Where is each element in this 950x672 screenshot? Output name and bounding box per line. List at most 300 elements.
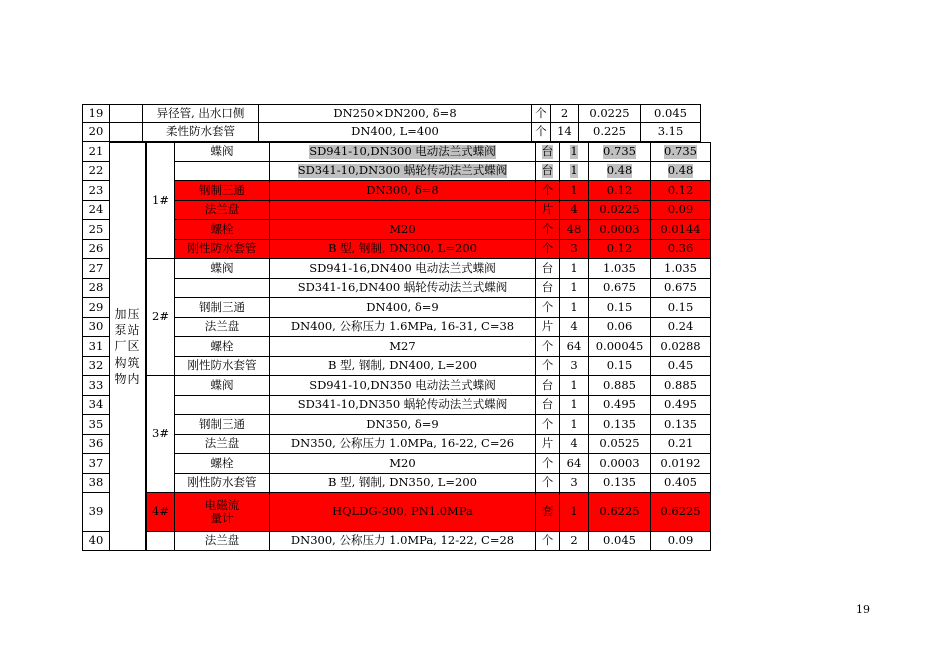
row-number-cell	[82, 376, 110, 396]
item-name-cell	[175, 220, 270, 240]
unit-weight-cell-text: 0.135	[603, 416, 636, 431]
quantity-cell-text: 4	[570, 319, 578, 334]
spec-cell	[270, 337, 536, 357]
row-number-cell-text: 39	[88, 504, 104, 519]
item-name-cell-text: 法兰盘	[204, 319, 240, 334]
unit-cell	[536, 376, 560, 396]
unit-cell	[536, 162, 560, 181]
unit-weight-cell	[589, 142, 651, 162]
item-name-cell-text: 刚性防水套管	[187, 241, 257, 256]
area-cell-blank	[110, 123, 143, 142]
row-number-cell	[82, 104, 110, 123]
row-number-cell	[82, 435, 110, 454]
spec-cell	[270, 435, 536, 454]
item-name-cell-text: 螺栓	[210, 455, 234, 470]
spec-cell-text: M20	[389, 221, 416, 236]
unit-weight-cell	[589, 318, 651, 337]
spec-cell	[270, 396, 536, 415]
row-number-cell-text: 37	[88, 455, 104, 470]
spec-cell	[270, 376, 536, 396]
item-name-cell	[175, 201, 270, 220]
quantity-cell	[551, 123, 579, 142]
unit-weight-cell	[589, 454, 651, 474]
quantity-cell-text: 4	[570, 436, 578, 451]
group-cell	[146, 259, 175, 376]
unit-weight-cell-text: 0.06	[606, 319, 633, 334]
total-weight-cell-text: 0.735	[664, 144, 697, 159]
spec-cell	[270, 279, 536, 298]
spec-cell	[270, 220, 536, 240]
unit-cell	[536, 142, 560, 162]
row-number-cell-text: 20	[88, 124, 104, 139]
total-weight-cell	[651, 357, 711, 376]
quantity-cell-text: 4	[570, 202, 578, 217]
item-name-cell-text: 钢制三通	[199, 182, 245, 197]
area-label-cell-text: 加压泵站厂区构筑物内	[114, 307, 141, 386]
unit-weight-cell-text: 0.495	[603, 397, 636, 412]
row-number-cell-text: 24	[88, 202, 104, 217]
item-name-cell-text: 螺栓	[210, 221, 234, 236]
quantity-cell	[560, 435, 589, 454]
unit-weight-cell	[589, 415, 651, 435]
row-number-cell-text: 23	[88, 182, 104, 197]
group-cell	[146, 376, 175, 493]
unit-cell	[536, 220, 560, 240]
quantity-cell	[551, 104, 579, 123]
item-name-cell	[175, 259, 270, 279]
unit-cell	[536, 298, 560, 318]
quantity-cell	[560, 415, 589, 435]
unit-weight-cell	[589, 220, 651, 240]
unit-cell-text: 个	[535, 105, 547, 120]
item-name-cell	[175, 376, 270, 396]
unit-cell-text: 个	[541, 533, 554, 548]
area-cell-blank	[110, 104, 143, 123]
unit-weight-cell-text: 0.12	[606, 241, 633, 256]
total-weight-cell-text: 0.135	[664, 416, 697, 431]
quantity-cell-text: 1	[570, 299, 578, 314]
item-name-cell-text: 柔性防水套管	[166, 124, 235, 139]
item-name-cell	[175, 435, 270, 454]
unit-weight-cell	[589, 396, 651, 415]
item-name-cell	[175, 532, 270, 551]
row-number-cell-text: 19	[88, 105, 104, 120]
page-number: 19	[856, 603, 870, 616]
unit-weight-cell-text: 0.735	[603, 144, 636, 159]
unit-cell	[536, 201, 560, 220]
quantity-cell	[560, 318, 589, 337]
unit-cell-text: 个	[541, 475, 554, 490]
item-name-cell	[175, 240, 270, 259]
item-name-cell-text: 异径管, 出水口侧	[156, 105, 245, 120]
unit-cell-text: 台	[541, 260, 554, 275]
row-number-cell	[82, 279, 110, 298]
spec-cell	[259, 104, 532, 123]
unit-cell	[536, 181, 560, 201]
quantity-cell	[560, 259, 589, 279]
total-weight-cell	[651, 337, 711, 357]
total-weight-cell	[651, 259, 711, 279]
unit-weight-cell-text: 0.48	[606, 163, 633, 178]
group-cell	[146, 142, 175, 259]
unit-cell	[532, 104, 551, 123]
spec-cell	[270, 474, 536, 493]
unit-cell	[536, 357, 560, 376]
unit-weight-cell	[579, 123, 641, 142]
spec-cell-text: M20	[389, 455, 416, 470]
unit-cell	[536, 279, 560, 298]
quantity-cell-text: 1	[570, 504, 578, 519]
unit-weight-cell-text: 0.0225	[599, 202, 640, 217]
unit-cell	[536, 240, 560, 259]
total-weight-cell	[651, 240, 711, 259]
item-name-cell-text: 钢制三通	[199, 416, 245, 431]
unit-weight-cell	[589, 181, 651, 201]
unit-cell-text: 套	[541, 504, 554, 519]
item-name-cell-text: 蝶阀	[210, 260, 234, 275]
spec-cell	[259, 123, 532, 142]
quantity-cell	[560, 220, 589, 240]
total-weight-cell-text: 3.15	[657, 124, 684, 139]
quantity-cell	[560, 337, 589, 357]
spec-cell-text: DN350, δ=9	[366, 416, 439, 431]
unit-cell-text: 台	[541, 397, 554, 412]
row-number-cell	[82, 532, 110, 551]
row-number-cell-text: 33	[88, 377, 104, 392]
unit-weight-cell	[589, 298, 651, 318]
quantity-cell	[560, 376, 589, 396]
unit-weight-cell	[589, 376, 651, 396]
unit-cell	[536, 454, 560, 474]
total-weight-cell-text: 0.45	[667, 358, 694, 373]
unit-weight-cell	[589, 474, 651, 493]
spec-cell-text: SD941-16,DN400 电动法兰式蝶阀	[309, 260, 496, 275]
unit-cell-text: 台	[541, 377, 554, 392]
unit-weight-cell	[589, 337, 651, 357]
unit-weight-cell	[589, 240, 651, 259]
spec-cell	[270, 162, 536, 181]
row-number-cell	[82, 357, 110, 376]
total-weight-cell-text: 0.12	[667, 182, 694, 197]
quantity-cell-text: 1	[570, 163, 578, 178]
quantity-cell-text: 1	[570, 416, 578, 431]
row-number-cell	[82, 162, 110, 181]
item-name-cell	[175, 396, 270, 415]
unit-weight-cell-text: 1.035	[603, 260, 636, 275]
total-weight-cell	[651, 454, 711, 474]
item-name-cell-text: 电磁流量计	[204, 497, 240, 525]
row-number-cell	[82, 415, 110, 435]
unit-weight-cell	[579, 104, 641, 123]
spec-cell	[270, 259, 536, 279]
total-weight-cell-text: 0.045	[654, 105, 687, 120]
quantity-cell-text: 1	[570, 182, 578, 197]
unit-cell-text: 个	[541, 182, 554, 197]
total-weight-cell	[651, 318, 711, 337]
total-weight-cell-text: 0.885	[664, 377, 697, 392]
row-number-cell	[82, 298, 110, 318]
row-number-cell	[82, 493, 110, 532]
quantity-cell-text: 1	[570, 260, 578, 275]
item-name-cell	[175, 318, 270, 337]
spec-cell	[270, 201, 536, 220]
row-number-cell-text: 22	[88, 163, 104, 178]
unit-cell-text: 个	[541, 416, 554, 431]
total-weight-cell-text: 0.36	[667, 241, 694, 256]
quantity-cell-text: 2	[560, 105, 569, 120]
spec-cell-text: DN400, L=400	[351, 124, 439, 139]
total-weight-cell	[641, 104, 701, 123]
unit-weight-cell-text: 0.0225	[589, 105, 630, 120]
row-number-cell-text: 25	[88, 221, 104, 236]
quantity-cell-text: 3	[570, 475, 578, 490]
spec-cell-text: HQLDG-300, PN1.0MPa	[332, 504, 473, 519]
item-name-cell	[175, 337, 270, 357]
spec-cell-text: B 型, 钢制, DN350, L=200	[328, 475, 477, 490]
item-name-cell	[175, 298, 270, 318]
quantity-cell-text: 3	[570, 241, 578, 256]
row-number-cell	[82, 220, 110, 240]
item-name-cell	[175, 357, 270, 376]
unit-weight-cell	[589, 493, 651, 532]
quantity-cell	[560, 474, 589, 493]
spec-cell-text: SD341-10,DN300 蜗轮传动法兰式蝶阀	[297, 163, 508, 178]
total-weight-cell	[651, 162, 711, 181]
unit-cell-text: 个	[535, 124, 547, 139]
unit-cell-text: 片	[541, 436, 554, 451]
unit-weight-cell-text: 0.885	[603, 377, 636, 392]
quantity-cell-text: 3	[570, 358, 578, 373]
item-name-cell	[143, 104, 259, 123]
unit-cell	[536, 415, 560, 435]
quantity-cell-text: 48	[566, 221, 582, 236]
unit-weight-cell-text: 0.675	[603, 280, 636, 295]
unit-cell-text: 片	[541, 202, 554, 217]
total-weight-cell	[641, 123, 701, 142]
quantity-cell	[560, 298, 589, 318]
spec-cell-text: SD941-10,DN350 电动法兰式蝶阀	[309, 377, 496, 392]
total-weight-cell	[651, 396, 711, 415]
spec-cell	[270, 181, 536, 201]
total-weight-cell	[651, 435, 711, 454]
item-name-cell	[175, 142, 270, 162]
item-name-cell	[175, 162, 270, 181]
quantity-cell	[560, 493, 589, 532]
item-name-cell-text: 刚性防水套管	[187, 475, 257, 490]
total-weight-cell-text: 0.21	[667, 436, 694, 451]
unit-weight-cell	[589, 162, 651, 181]
unit-weight-cell-text: 0.0003	[599, 221, 640, 236]
total-weight-cell	[651, 532, 711, 551]
item-name-cell-text: 法兰盘	[204, 533, 240, 548]
quantity-cell	[560, 454, 589, 474]
unit-cell-text: 片	[541, 319, 554, 334]
unit-cell-text: 个	[541, 358, 554, 373]
item-name-cell	[175, 454, 270, 474]
row-number-cell	[82, 396, 110, 415]
item-name-cell-text: 法兰盘	[204, 436, 240, 451]
total-weight-cell-text: 1.035	[664, 260, 697, 275]
spec-cell-text: DN400, δ=9	[366, 299, 439, 314]
row-number-cell	[82, 201, 110, 220]
total-weight-cell	[651, 493, 711, 532]
unit-weight-cell-text: 0.15	[606, 299, 633, 314]
total-weight-cell	[651, 142, 711, 162]
spec-cell-text: DN350, 公称压力 1.0MPa, 16-22, C=26	[290, 436, 515, 451]
unit-weight-cell	[589, 201, 651, 220]
unit-cell-text: 个	[541, 338, 554, 353]
row-number-cell-text: 31	[88, 338, 104, 353]
unit-cell-text: 台	[541, 144, 554, 159]
total-weight-cell	[651, 181, 711, 201]
spec-cell-text: SD941-10,DN300 电动法兰式蝶阀	[309, 144, 496, 159]
row-number-cell	[82, 142, 110, 162]
quantity-cell	[560, 240, 589, 259]
total-weight-cell	[651, 201, 711, 220]
quantity-cell	[560, 396, 589, 415]
row-number-cell-text: 36	[88, 436, 104, 451]
spec-cell-text: DN300, 公称压力 1.0MPa, 12-22, C=28	[290, 533, 515, 548]
quantity-cell	[560, 279, 589, 298]
item-name-cell-text: 蝶阀	[210, 377, 234, 392]
unit-cell	[536, 259, 560, 279]
unit-cell	[532, 123, 551, 142]
spec-cell-text: DN250×DN200, δ=8	[333, 105, 457, 120]
spec-cell-text: SD341-16,DN400 蜗轮传动法兰式蝶阀	[297, 280, 508, 295]
quantity-cell-text: 1	[570, 144, 578, 159]
unit-weight-cell-text: 0.12	[606, 182, 633, 197]
total-weight-cell-text: 0.48	[667, 163, 694, 178]
quantity-cell-text: 64	[566, 455, 582, 470]
item-name-cell-text: 钢制三通	[199, 299, 245, 314]
spec-cell-text: SD341-10,DN350 蜗轮传动法兰式蝶阀	[297, 397, 508, 412]
item-name-cell	[175, 415, 270, 435]
spec-cell-text: B 型, 钢制, DN400, L=200	[328, 358, 477, 373]
spec-cell	[270, 298, 536, 318]
row-number-cell	[82, 259, 110, 279]
row-number-cell-text: 27	[88, 260, 104, 275]
row-number-cell	[82, 454, 110, 474]
unit-weight-cell-text: 0.00045	[595, 338, 644, 353]
total-weight-cell	[651, 474, 711, 493]
spec-cell	[270, 240, 536, 259]
quantity-cell-text: 64	[566, 338, 582, 353]
unit-weight-cell-text: 0.0003	[599, 455, 640, 470]
row-number-cell	[82, 318, 110, 337]
item-name-cell	[175, 493, 270, 532]
unit-weight-cell-text: 0.6225	[599, 504, 640, 519]
group-cell-text: 3#	[152, 426, 169, 441]
unit-weight-cell	[589, 259, 651, 279]
item-name-cell	[175, 181, 270, 201]
spec-cell-text: DN400, 公称压力 1.6MPa, 16-31, C=38	[290, 319, 515, 334]
row-number-cell-text: 29	[88, 299, 104, 314]
total-weight-cell-text: 0.0288	[660, 338, 701, 353]
unit-cell-text: 台	[541, 280, 554, 295]
unit-weight-cell-text: 0.135	[603, 475, 636, 490]
spec-cell-text: M27	[389, 338, 416, 353]
total-weight-cell-text: 0.0192	[660, 455, 701, 470]
unit-cell-text: 个	[541, 299, 554, 314]
total-weight-cell-text: 0.09	[667, 202, 694, 217]
unit-cell	[536, 474, 560, 493]
total-weight-cell-text: 0.09	[667, 533, 694, 548]
row-number-cell-text: 30	[88, 319, 104, 334]
spec-cell	[270, 318, 536, 337]
quantity-cell-text: 1	[570, 280, 578, 295]
quantity-cell-text: 14	[557, 124, 572, 139]
total-weight-cell	[651, 415, 711, 435]
row-number-cell	[82, 337, 110, 357]
group-cell-text: 4#	[152, 504, 169, 519]
row-number-cell	[82, 123, 110, 142]
item-name-cell-text: 蝶阀	[210, 144, 234, 159]
row-number-cell-text: 21	[88, 143, 104, 158]
total-weight-cell	[651, 220, 711, 240]
total-weight-cell-text: 0.15	[667, 299, 694, 314]
quantity-cell	[560, 181, 589, 201]
unit-cell	[536, 532, 560, 551]
row-number-cell	[82, 240, 110, 259]
total-weight-cell-text: 0.6225	[660, 504, 701, 519]
total-weight-cell-text: 0.495	[664, 397, 697, 412]
quantity-cell	[560, 532, 589, 551]
row-number-cell-text: 26	[88, 241, 104, 256]
spec-cell	[270, 454, 536, 474]
total-weight-cell-text: 0.0144	[660, 221, 701, 236]
unit-cell-text: 个	[541, 221, 554, 236]
item-name-cell	[175, 474, 270, 493]
spec-cell	[270, 532, 536, 551]
group-cell	[146, 493, 175, 532]
item-name-cell-text: 螺栓	[210, 338, 234, 353]
unit-weight-cell-text: 0.045	[603, 533, 636, 548]
quantity-cell-text: 1	[570, 377, 578, 392]
item-name-cell	[175, 279, 270, 298]
quantity-cell-text: 1	[570, 397, 578, 412]
item-name-cell	[143, 123, 259, 142]
unit-weight-cell-text: 0.225	[593, 124, 626, 139]
group-cell-text: 1#	[152, 192, 169, 207]
unit-cell-text: 台	[541, 163, 554, 178]
spec-cell-text: B 型, 钢制, DN300, L=200	[328, 241, 477, 256]
unit-weight-cell	[589, 435, 651, 454]
unit-cell	[536, 396, 560, 415]
unit-cell	[536, 337, 560, 357]
unit-weight-cell	[589, 357, 651, 376]
row-number-cell-text: 40	[88, 533, 104, 548]
row-number-cell	[82, 181, 110, 201]
quantity-cell	[560, 162, 589, 181]
row-number-cell-text: 28	[88, 280, 104, 295]
row-number-cell-text: 34	[88, 397, 104, 412]
total-weight-cell-text: 0.24	[667, 319, 694, 334]
spec-cell	[270, 357, 536, 376]
item-name-cell-text: 刚性防水套管	[187, 358, 257, 373]
quantity-cell-text: 2	[570, 533, 578, 548]
unit-weight-cell	[589, 279, 651, 298]
total-weight-cell-text: 0.675	[664, 280, 697, 295]
unit-weight-cell	[589, 532, 651, 551]
total-weight-cell	[651, 376, 711, 396]
row-number-cell	[82, 474, 110, 493]
quantity-cell	[560, 142, 589, 162]
group-cell	[146, 532, 175, 551]
group-cell-text: 2#	[152, 309, 169, 324]
unit-cell	[536, 435, 560, 454]
quantity-cell	[560, 357, 589, 376]
area-label-cell	[110, 142, 146, 551]
